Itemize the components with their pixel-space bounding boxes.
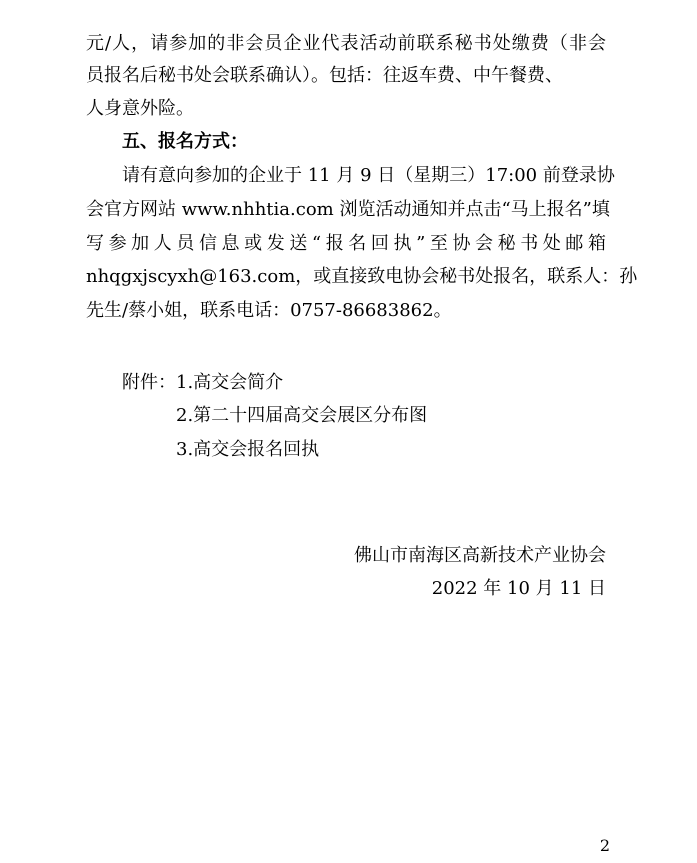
signature-organization: 佛山市南海区高新技术产业协会 xyxy=(354,545,606,566)
attachment-item-3: 3.高交会报名回执 xyxy=(176,439,320,460)
fee-paragraph-line-2: 员报名后秘书处会联系确认）。包括：往返车费、中午餐费、 xyxy=(86,65,563,86)
registration-paragraph-line-4: nhqgxjscyxh@163.com，或直接致电协会秘书处报名，联系人：孙 xyxy=(86,266,638,287)
signature-date: 2022 年 10 月 11 日 xyxy=(431,578,606,599)
section-heading-registration: 五、报名方式： xyxy=(122,131,248,152)
attachment-item-2: 2.第二十四届高交会展区分布图 xyxy=(176,405,428,426)
attachment-item-1 xyxy=(122,369,602,397)
registration-paragraph-line-2: 会官方网站 www.nhhtia.com 浏览活动通知并点击“马上报名”填 xyxy=(86,199,610,220)
page-number: 2 xyxy=(599,836,610,855)
registration-paragraph-line-5: 先生/蔡小姐，联系电话：0757-86683862。 xyxy=(86,300,452,321)
attachment-item-1-text: 1.高交会简介 xyxy=(176,372,284,393)
attachment-label: 附件： xyxy=(122,372,176,393)
fee-paragraph-line-3: 人身意外险。 xyxy=(86,98,194,119)
fee-paragraph-line-1: 元/人，请参加的非会员企业代表活动前联系秘书处缴费（非会 xyxy=(86,33,606,54)
registration-paragraph-line-1: 请有意向参加的企业于 11 月 9 日（星期三）17:00 前登录协 xyxy=(122,165,615,186)
registration-paragraph-line-3: 写参加人员信息或发送“报名回执”至协会秘书处邮箱 xyxy=(86,233,606,254)
